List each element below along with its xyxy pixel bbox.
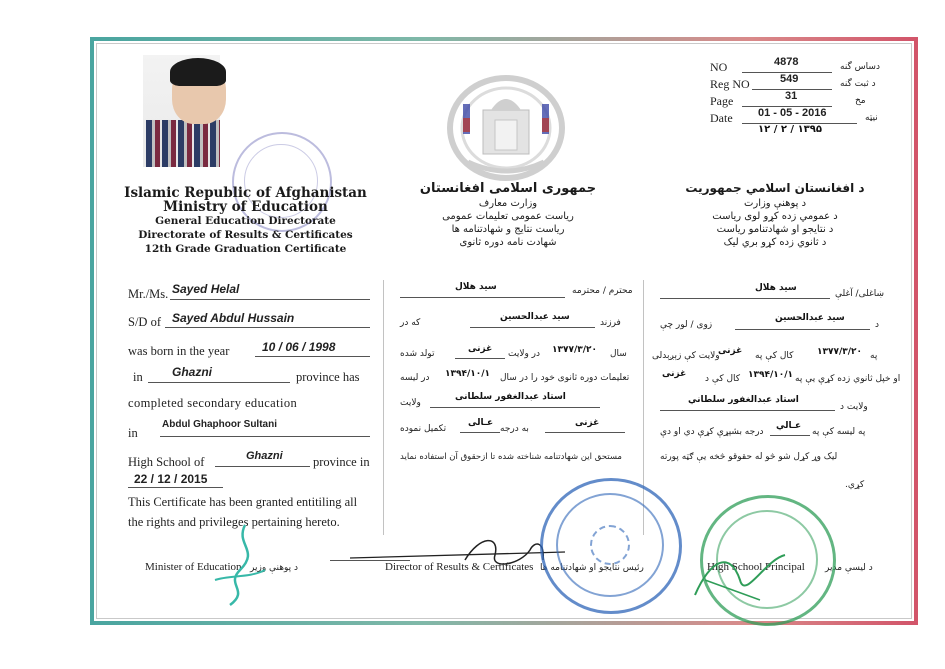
record-date-label: Date — [710, 111, 733, 125]
header-pashto-line4: د نتایجو او شهادتنامو ریاست — [716, 224, 834, 235]
record-no-value: 4878 — [774, 56, 799, 68]
province-in-label: province in — [313, 455, 370, 469]
minister-label-ps: د پوهنې وزیر — [250, 563, 299, 573]
birth-province-en: Ghazni — [172, 365, 213, 379]
pashto-grade-prefix: په لیسه کې په — [812, 427, 866, 437]
header-en-line2: Ministry of Education — [163, 199, 328, 215]
grad-date-pashto: ۱۳۹۴/۱۰/۱ — [748, 370, 794, 380]
director-label-fa: رئیس نتایجو او شهادتنامه ها — [540, 563, 644, 573]
student-name-dari: سید هلال — [455, 282, 497, 292]
pashto-entitle1: لیک وړ کړل شو څو له حقوقو څخه یې ګټه پورته — [660, 452, 838, 462]
header-en-line1: Islamic Republic of Afghanistan — [124, 185, 367, 201]
pashto-mr-label: ښاغلی/ آغلې — [835, 289, 885, 299]
in2-label: in — [128, 426, 138, 440]
birth-province-pashto: غزنی — [718, 346, 743, 356]
record-reg-value: 549 — [780, 73, 799, 85]
header-en-line5: 12th Grade Graduation Certificate — [144, 243, 347, 255]
record-page-fa: مخ — [855, 96, 866, 106]
principal-signature-icon — [690, 540, 790, 610]
father-name-pashto: سید عبدالحسین — [775, 313, 845, 323]
record-page-label: Page — [710, 94, 734, 108]
record-reg-fa: د ثبت گنه — [840, 79, 876, 89]
header-pashto-line2: د پوهنې وزارت — [743, 198, 807, 209]
entitle-line1: This Certificate has been granted entitiling all — [128, 495, 358, 509]
school-province-dari: غزنی — [575, 418, 600, 428]
afghanistan-emblem-icon — [443, 70, 569, 182]
header-dari-line3: ریاست عمومی تعلیمات عمومی — [442, 211, 574, 222]
header-pashto-line5: د ثانوي زده کړو بري لیک — [723, 237, 827, 248]
dari-province-label: در ولایت — [508, 349, 541, 359]
dari-school-label: در لیسه — [400, 373, 430, 383]
dari-complete-label: تکمیل نموده — [400, 424, 447, 434]
birth-province-dari: غزنی — [468, 344, 493, 354]
director-label-en: Director of Results & Certificates — [385, 561, 534, 573]
pashto-year-label2: کال کې د — [705, 374, 741, 384]
hs-label: High School of — [128, 455, 205, 469]
sd-label: S/D of — [128, 315, 161, 329]
header-dari-line5: شهادت نامه دوره ثانوی — [459, 237, 557, 248]
dari-grade-label: به درجه — [500, 424, 529, 434]
grade-pashto: عـالي — [776, 421, 802, 431]
grad-date-en: 22 / 12 / 2015 — [134, 472, 208, 486]
entitle-line2: the rights and privileges pertaining hereto. — [128, 515, 340, 529]
record-reg-label: Reg NO — [710, 77, 750, 91]
pashto-wilayat-label: ولایت د — [840, 402, 868, 412]
dari-wilayat-label: ولایت — [400, 398, 421, 408]
dari-son-label: فرزند — [600, 318, 621, 328]
header-dari-line4: ریاست نتایج و شهادتنامه ها — [451, 224, 565, 235]
birth-date-dari: ۱۳۷۷/۳/۲۰ — [552, 345, 598, 355]
born-label: was born in the year — [128, 344, 230, 358]
school-name-pashto: استاد عبدالغفور سلطاني — [688, 395, 799, 405]
school-province-pashto: غزنی — [662, 369, 687, 379]
school-name-en: Abdul Ghaphoor Sultani — [162, 419, 277, 430]
in-label: in — [133, 370, 143, 384]
principal-label-ps: د لیسې مدیر — [825, 563, 873, 573]
header-en-line3: General Education Directorate — [155, 215, 336, 227]
pashto-son-prefix: د — [875, 320, 880, 330]
header-en — [118, 186, 373, 256]
header-pashto-line3: د عمومي زده کړو لوی ریاست — [712, 211, 838, 222]
record-page-value: 31 — [785, 90, 798, 102]
school-name-dari: استاد عبدالغفور سلطانی — [455, 392, 566, 402]
completed-text: completed secondary education — [128, 396, 298, 410]
principal-label-en: High School Principal — [707, 561, 805, 573]
pashto-grade-label: درجه بشپړې کړې دي او دې — [660, 427, 764, 437]
pashto-son-label: زوی / لور چې — [660, 320, 713, 330]
minister-label-en: Minister of Education — [145, 561, 242, 573]
record-date-shamsi: ۱۳۹۵ / ۲ / ۱۲ — [758, 124, 822, 135]
pashto-year-label: کال کې په — [755, 351, 794, 361]
dari-son-suffix: که در — [400, 318, 421, 328]
minister-signature-icon — [205, 520, 275, 610]
record-date-value: 01 - 05 - 2016 — [758, 107, 827, 119]
column-separator-left — [383, 280, 384, 535]
header-pashto-line1: د افغانستان اسلامي جمهوریت — [685, 181, 865, 195]
dari-entitle: مستحق این شهادتنامه شناخته شده تا ازحقوق آن استفاده نماید — [400, 452, 622, 462]
dari-mr-label: محترم / محترمه — [572, 286, 633, 296]
mr-label: Mr./Ms. — [128, 287, 169, 301]
school-province-en: Ghazni — [246, 450, 283, 462]
header-en-line4: Directorate of Results & Certificates — [138, 229, 353, 241]
father-name-en: Sayed Abdul Hussain — [172, 311, 295, 325]
father-name-dari: سید عبدالحسین — [500, 312, 570, 322]
student-name-pashto: سید هلال — [755, 283, 797, 293]
pashto-born-label: ولایت کې زېږېدلی — [652, 351, 720, 361]
record-date-fa: نیټه — [865, 113, 878, 123]
header-pashto — [675, 180, 875, 249]
pashto-year-prefix: په — [870, 351, 878, 361]
province-has-label: province has — [296, 370, 360, 384]
dari-born-suffix: تولد شده — [400, 349, 435, 359]
dari-year-label: سال — [610, 349, 627, 359]
record-no-label: NO — [710, 60, 728, 74]
pashto-entitle2: کړي. — [845, 480, 865, 490]
header-dari-line2: وزارت معارف — [478, 198, 538, 209]
dari-study-label: تعلیمات دوره ثانوی خود را در سال — [500, 373, 630, 383]
record-no-fa: دساس گنه — [840, 62, 880, 72]
grad-date-dari: ۱۳۹۴/۱۰/۱ — [445, 369, 491, 379]
birth-date-en: 10 / 06 / 1998 — [262, 340, 336, 354]
header-dari-line1: جمهوری اسلامی افغانستان — [419, 181, 597, 196]
student-name-en: Sayed Helal — [172, 282, 240, 296]
birth-date-pashto: ۱۳۷۷/۳/۲۰ — [817, 347, 863, 357]
header-dari — [398, 180, 618, 249]
grade-dari: عـالی — [468, 418, 494, 428]
pashto-study-label: او خپل ثانوي زده کړې یې په — [795, 374, 901, 384]
